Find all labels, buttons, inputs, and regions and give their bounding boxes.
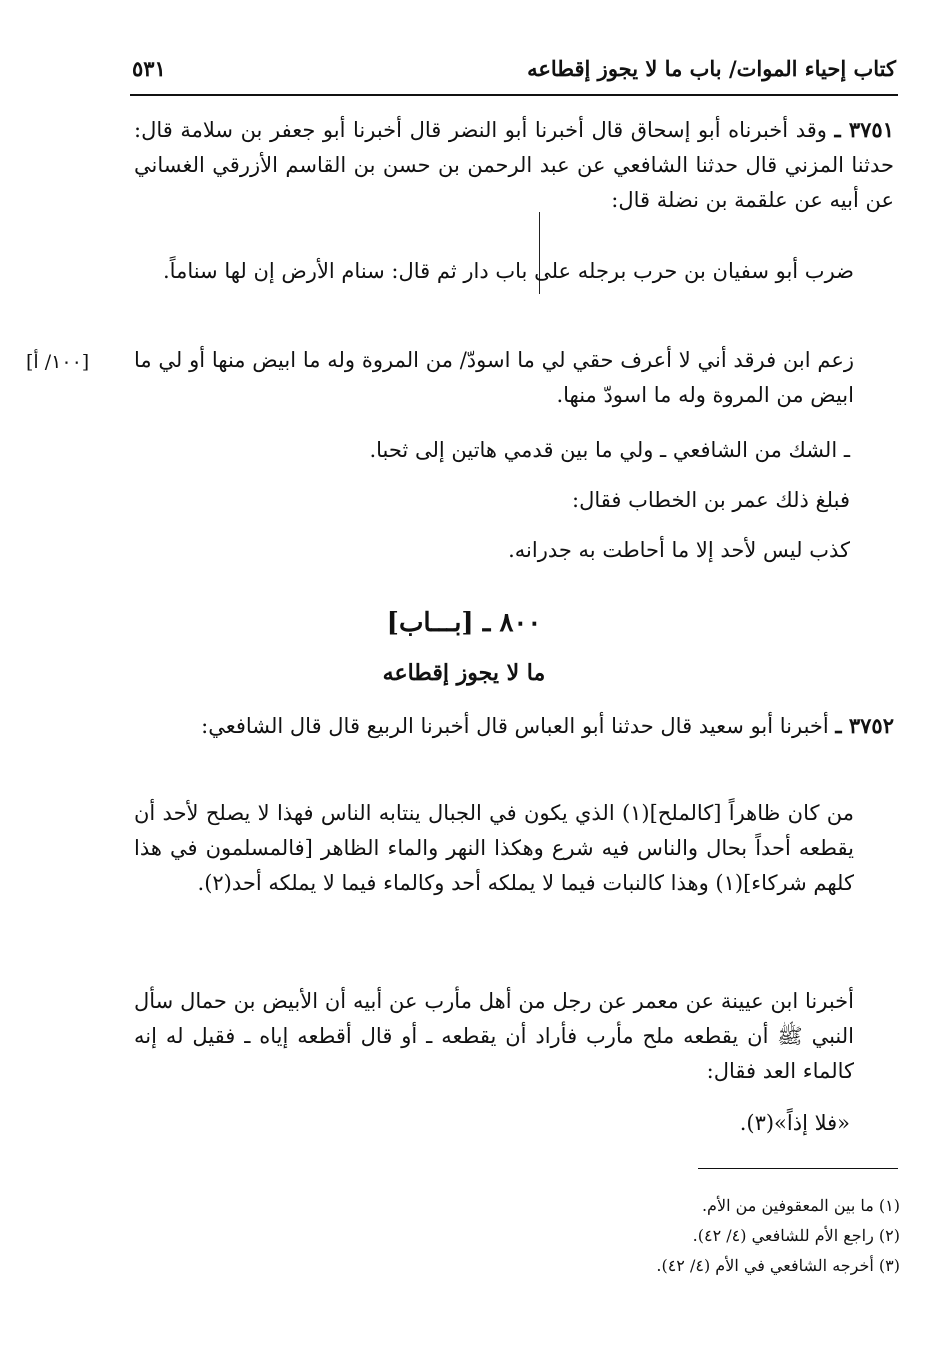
- hadith-number: ٣٧٥١ ـ: [834, 117, 894, 142]
- chapter-title: ما لا يجوز إقطاعه: [382, 660, 546, 686]
- paragraph-umar-informed: فبلغ ذلك عمر بن الخطاب فقال:: [572, 488, 850, 512]
- footnote-3: (٣) أخرجه الشافعي في الأم (٤/ ٤٢).: [656, 1256, 900, 1275]
- hadith-3752: [134, 708, 894, 744]
- footnote-divider: [698, 1168, 898, 1169]
- paragraph-ibn-farqad: زعم ابن فرقد أني لا أعرف حقي لي ما اسودّ/ من المروة وله ما ابيض منها أو لي ما ابيض من المروة وله ما اسودّ منها.: [134, 348, 854, 407]
- chapter-number: ٨٠٠ ـ [بـــاب]: [386, 608, 542, 638]
- hadith-3751: [134, 112, 894, 218]
- header-divider: [130, 94, 898, 96]
- paragraph-prophet-reply: «فلا إذاً»(٣).: [739, 1111, 850, 1135]
- paragraph-abu-sufyan: ضرب أبو سفيان بن حرب برجله على باب دار ثم قال: سنام الأرض إن لها سناماً.: [163, 259, 854, 283]
- hadith-number: ٣٧٥٢ ـ: [835, 713, 894, 738]
- footnote-2: (٢) راجع الأم للشافعي (٤/ ٤٢).: [692, 1226, 900, 1245]
- paragraph-umar-reply: كذب ليس لأحد إلا ما أحاطت به جدرانه.: [508, 538, 850, 562]
- paragraph-shafii-salt: من كان ظاهراً [كالملح](١) الذي يكون في الجبال ينتابه الناس فهذا لا يصلح لأحد أن يقطعه أحداً بحال والناس فيه شرع وهكذا النهر والماء الظاهر [فالمسلمون في هذا كلهم شركاء](١) وهذا كالنبات فيما لا يملكه أحد وكالماء فيما لا يملكه أحد(٢).: [134, 801, 854, 895]
- page-header: [132, 50, 896, 90]
- footnote-1: (١) ما بين المعقوفين من الأم.: [701, 1196, 900, 1215]
- hadith-text: وقد أخبرناه أبو إسحاق قال أخبرنا أبو النضر قال أخبرنا أبو جعفر بن سلامة قال: حدثنا المزني قال حدثنا الشافعي عن عبد الرحمن بن حسن بن القاسم الأزرقي الغساني عن أبيه عن علقمة بن نضلة قال:: [134, 118, 894, 212]
- paragraph-doubt-note: ـ الشك من الشافعي ـ ولي ما بين قدمي هاتين إلى ثحبا.: [369, 438, 850, 462]
- paragraph-abyad-hadith: أخبرنا ابن عيينة عن معمر عن رجل من أهل مأرب عن أبيه أن الأبيض بن حمال سأل النبي ﷺ أن يقطعه ملح مأرب فأراد أن يقطعه ـ أو قال أقطعه إياه ـ فقيل له إنه كالماء العد فقال:: [134, 989, 854, 1083]
- page-number: ٥٣١: [132, 56, 166, 81]
- running-title: كتاب إحياء الموات/ باب ما لا يجوز إقطاعه: [527, 56, 896, 81]
- hadith-text: أخبرنا أبو سعيد قال حدثنا أبو العباس قال أخبرنا الربيع قال قال الشافعي:: [201, 714, 836, 738]
- margin-folio-reference: [١٠٠/ أ]: [26, 351, 90, 373]
